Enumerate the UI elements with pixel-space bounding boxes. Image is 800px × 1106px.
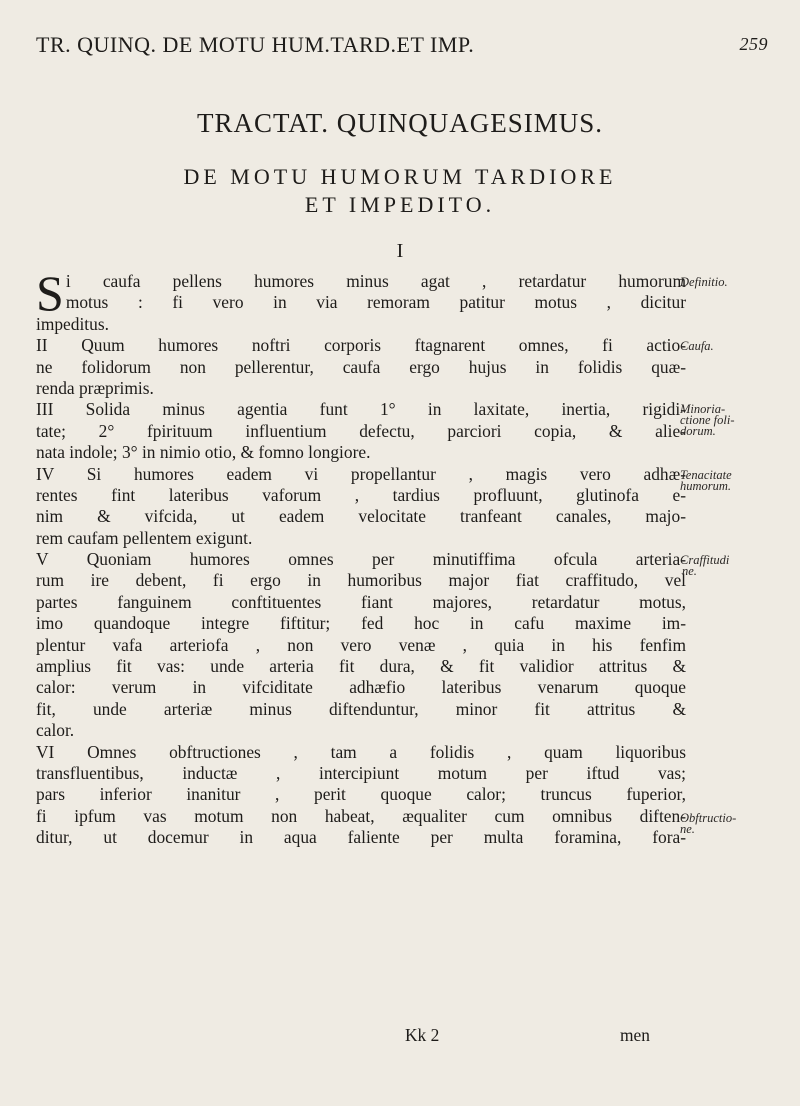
- text-line: calor: verum in vifciditate adhæfio lateribus venarum quoque: [36, 677, 686, 698]
- text-line: III Solida minus agentia funt 1° in laxitate, inertia, rigidi-: [36, 399, 686, 420]
- text-line: VI Omnes obftructiones , tam a folidis , quam liquoribus: [36, 741, 686, 762]
- main-text: [36, 265, 686, 849]
- text-line: i caufa pellens humores minus agat , retardatur humorum: [65, 271, 686, 291]
- signature-mark: Kk 2: [405, 1025, 440, 1045]
- text-line: rem caufam pellentem exigunt.: [36, 527, 253, 548]
- margin-note-craffitudine: [680, 555, 780, 577]
- page-number: 259: [739, 34, 768, 54]
- text-line: II Quum humores noftri corporis ftagnarent omnes, fi actio-: [36, 335, 686, 356]
- text-line: rentes fint lateribus vaforum , tardius profluunt, glutinofa e-: [36, 484, 686, 505]
- margin-note-line: ne.: [680, 822, 695, 836]
- text-line: pars inferior inanitur , perit quoque calor; truncus fuperior,: [36, 784, 686, 805]
- margin-note-line: Obftructio-: [680, 811, 737, 825]
- text-line: fit, unde arteriæ minus diftenduntur, minor fit attritus &: [36, 698, 686, 719]
- paragraph-4: [36, 464, 686, 550]
- text-line: plentur vafa arteriofa , non vero venæ , quia in his fenfim: [36, 634, 686, 655]
- text-line: motus : fi vero in via remoram patitur motus , dicitur: [65, 292, 686, 313]
- text-line: ne folidorum non pellerentur, caufa ergo hujus in folidis quæ-: [36, 356, 686, 377]
- margin-note-line: dorum.: [680, 424, 716, 438]
- section-number: I: [396, 240, 404, 262]
- margin-note-line: humorum.: [680, 479, 732, 493]
- text-line: impeditus.: [36, 313, 109, 334]
- margin-note-tenacitate: [680, 470, 780, 492]
- text-line: ditur, ut docemur in aqua faliente per multa foramina, fora-: [36, 827, 686, 848]
- tractate-subtitle-line2: ET IMPEDITO.: [304, 192, 496, 217]
- text-line: IV Si humores eadem vi propellantur , magis vero adhæ-: [36, 463, 686, 484]
- drop-cap: S: [36, 265, 64, 321]
- margin-note-caufa: Caufa.: [680, 339, 714, 353]
- paragraph-5: [36, 549, 686, 742]
- margin-note-obftructione: [680, 813, 780, 835]
- text-line: tate; 2° fpirituum influentium defectu, parciori copia, & alie-: [36, 420, 686, 441]
- catchword: men: [620, 1025, 650, 1045]
- text-line: fi ipfum vas motum non habeat, æqualiter cum omnibus diften-: [36, 805, 686, 826]
- tractate-title: TRACTAT. QUINQUAGESIMUS.: [196, 108, 604, 138]
- text-line: amplius fit vas: unde arteria fit dura, & fit validior attritus &: [36, 656, 686, 677]
- text-line: calor.: [36, 720, 75, 741]
- margin-note-line: Craffitudi: [680, 553, 730, 567]
- text-line: nim & vifcida, ut eadem velocitate tranfeant canales, majo-: [36, 506, 686, 527]
- margin-note-line: Tenacitate: [680, 468, 732, 482]
- text-line: transfluentibus, inductæ , intercipiunt motum per iftud vas;: [36, 762, 686, 783]
- text-line: renda præprimis.: [36, 377, 154, 398]
- margin-note-line: ne.: [682, 564, 697, 578]
- tractate-subtitle-line1: DE MOTU HUMORUM TARDIORE: [183, 164, 617, 189]
- text-line: nata indole; 3° in nimio otio, & fomno longiore.: [36, 442, 371, 463]
- paragraph-2: [36, 335, 686, 399]
- margin-note-minoria: [680, 404, 780, 437]
- running-head-text: TR. QUINQ. DE MOTU HUM.TARD.ET IMP.: [36, 32, 475, 57]
- paragraph-6: [36, 742, 686, 849]
- paragraph-3: [36, 399, 686, 463]
- text-line: rum ire debent, fi ergo in humoribus major fiat craffitudo, vel: [36, 570, 686, 591]
- running-head: [36, 32, 776, 58]
- margin-note-definitio: Definitio.: [680, 275, 728, 289]
- text-line: imo quandoque integre fiftitur; fed hoc in cafu maxime im-: [36, 613, 686, 634]
- text-line: V Quoniam humores omnes per minutiffima ofcula arteria-: [36, 549, 686, 570]
- paragraph-1: [36, 265, 686, 335]
- text-line: partes fanguinem conftituentes fiant majores, retardatur motus,: [36, 591, 686, 612]
- margin-note-line: ctione foli-: [680, 413, 735, 427]
- margin-note-line: Minoria-: [680, 402, 726, 416]
